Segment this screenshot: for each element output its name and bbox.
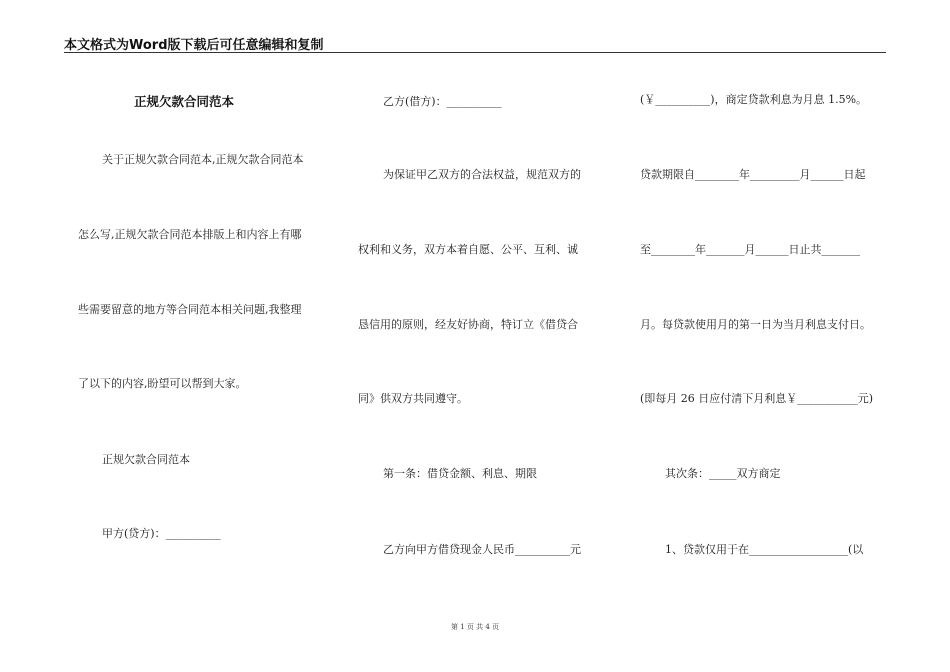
party-b-line: 乙方(借方)：__________ [383,95,502,108]
paragraph-line: 同》供双方共同遵守。 [358,392,468,405]
paragraph-line: 权利和义务，双方本着自愿、公平、互利、诚 [358,243,578,256]
paragraph-line: 些需要留意的地方等合同范本相关问题,我整理 [78,303,302,316]
header-divider [64,52,886,53]
paragraph-line: 贷款期限自________年_________月______日起 [640,168,866,181]
clause-heading: 其次条：_____双方商定 [665,467,781,480]
paragraph-line: 乙方向甲方借贷现金人民币__________元 [383,543,581,556]
paragraph-line: (￥__________)，商定贷款利息为月息 1.5%。 [640,93,868,106]
document-title: 正规欠款合同范本 [134,94,235,109]
party-a-line: 甲方(贷方)：__________ [102,527,221,540]
section-heading: 正规欠款合同范本 [102,453,190,466]
paragraph-line: 为保证甲乙双方的合法权益，规范双方的 [383,168,581,181]
paragraph-line: 了以下的内容,盼望可以帮到大家。 [78,377,247,390]
paragraph-line: 1、贷款仅用于在__________________(以 [665,543,864,556]
paragraph-line: (即每月 26 日应付清下月利息￥___________元) [640,392,874,405]
paragraph-line: 关于正规欠款合同范本,正规欠款合同范本 [102,153,304,166]
paragraph-line: 至________年_______月______日止共_______ [640,243,860,256]
paragraph-line: 月。每贷款使用月的第一日为当月利息支付日。 [640,318,871,331]
page-number: 第 1 页 共 4 页 [450,623,500,631]
document-header: 本文格式为Word版下载后可任意编辑和复制 [64,38,324,53]
paragraph-line: 怎么写,正规欠款合同范本排版上和内容上有哪 [78,228,302,241]
clause-heading: 第一条：借贷金额、利息、期限 [383,467,537,480]
paragraph-line: 恳信用的原则，经友好协商，特订立《借贷合 [358,318,578,331]
